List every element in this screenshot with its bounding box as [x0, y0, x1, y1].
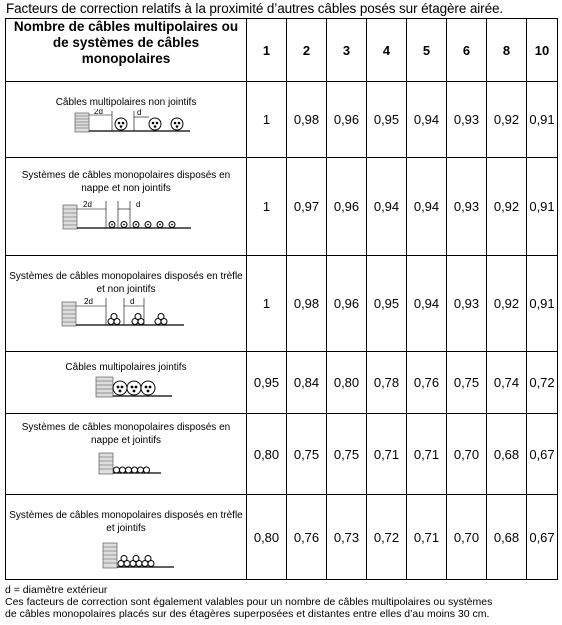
factor-cell: 0,72	[367, 495, 407, 580]
factor-cell: 0,80	[247, 495, 287, 580]
factor-cell: 0,91	[527, 82, 558, 158]
row-label: Systèmes de câbles monopolaires disposés en nappe et non jointifs	[21, 170, 231, 194]
row-label: Câbles multipolaires jointifs	[65, 362, 187, 373]
factor-cell: 0,78	[367, 352, 407, 414]
cable-layout-diagram	[6, 374, 245, 400]
factor-cell: 1	[247, 256, 287, 352]
table-row	[6, 82, 558, 158]
factor-cell: 0,76	[407, 352, 447, 414]
factor-cell: 0,92	[487, 82, 527, 158]
factor-cell: 0,98	[287, 82, 327, 158]
factor-cell: 0,96	[327, 82, 367, 158]
factor-cell: 0,75	[287, 414, 327, 495]
factor-cell: 0,68	[487, 495, 527, 580]
cable-layout-diagram	[6, 447, 245, 481]
cable-layout-diagram	[6, 195, 245, 237]
count-header: 5	[407, 19, 447, 82]
cable-layout-diagram	[6, 535, 245, 575]
spacing-label: 2d	[84, 297, 93, 306]
factor-cell: 0,74	[487, 352, 527, 414]
factor-cell: 0,71	[407, 414, 447, 495]
count-header: 10	[527, 19, 558, 82]
spacing-label: 2d	[94, 109, 103, 116]
factor-cell: 0,94	[407, 256, 447, 352]
factor-cell: 0,67	[527, 414, 558, 495]
table-row	[6, 414, 558, 495]
spacing-label: d	[137, 109, 142, 117]
footnote-line: Ces facteurs de correction sont également valables pour un nombre de câbles multipolaires ou systèmes	[5, 596, 493, 608]
factor-cell: 0,70	[447, 414, 487, 495]
factor-cell: 0,97	[287, 158, 327, 256]
factor-cell: 0,80	[327, 352, 367, 414]
factor-cell: 0,80	[247, 414, 287, 495]
table-row	[6, 158, 558, 256]
row-label: Systèmes de câbles monopolaires disposés en trèfle et non jointifs	[9, 271, 243, 295]
factor-cell: 1	[247, 158, 287, 256]
factor-cell: 0,72	[527, 352, 558, 414]
factor-cell: 0,68	[487, 414, 527, 495]
factor-cell: 0,84	[287, 352, 327, 414]
footnote-line: de câbles monopolaires placés sur des étagères superposées et distantes entre elles d’au moins 30 cm.	[5, 608, 490, 620]
factor-cell: 0,75	[327, 414, 367, 495]
page-title: Facteurs de correction relatifs à la proximité d’autres câbles posés sur étagère airée.	[6, 1, 504, 16]
factor-cell: 0,93	[447, 256, 487, 352]
row-description	[6, 495, 247, 580]
header-label: Nombre de câbles multipolaires ou de systèmes de câbles monopolaires	[6, 19, 247, 82]
row-description	[6, 256, 247, 352]
factor-cell: 0,95	[367, 82, 407, 158]
row-description	[6, 158, 247, 256]
count-header: 2	[287, 19, 327, 82]
factor-cell: 0,71	[407, 495, 447, 580]
factor-cell: 0,94	[367, 158, 407, 256]
row-label: Systèmes de câbles monopolaires disposés en nappe et jointifs	[21, 422, 231, 446]
correction-factor-table	[5, 18, 558, 580]
spacing-label: d	[136, 200, 141, 209]
header-row	[6, 19, 558, 82]
spacing-label: d	[130, 297, 135, 306]
table-row	[6, 256, 558, 352]
factor-cell: 0,96	[327, 158, 367, 256]
factor-cell: 0,98	[287, 256, 327, 352]
count-header: 8	[487, 19, 527, 82]
factor-cell: 0,73	[327, 495, 367, 580]
factor-cell: 0,91	[527, 158, 558, 256]
factor-cell: 0,70	[447, 495, 487, 580]
cable-layout-diagram	[6, 109, 245, 135]
factor-cell: 0,92	[487, 256, 527, 352]
row-description	[6, 352, 247, 414]
factor-cell: 0,95	[247, 352, 287, 414]
factor-cell: 0,67	[527, 495, 558, 580]
factor-cell: 0,76	[287, 495, 327, 580]
factor-cell: 0,71	[367, 414, 407, 495]
factor-cell: 0,94	[407, 82, 447, 158]
factor-cell: 0,75	[447, 352, 487, 414]
table-row	[6, 352, 558, 414]
count-header: 3	[327, 19, 367, 82]
row-label: Systèmes de câbles monopolaires disposés en trèfle et jointifs	[9, 510, 243, 534]
row-description	[6, 414, 247, 495]
factor-cell: 0,95	[367, 256, 407, 352]
spacing-label: 2d	[83, 200, 92, 209]
count-header: 4	[367, 19, 407, 82]
cable-layout-diagram	[6, 296, 245, 332]
factor-cell: 0,93	[447, 158, 487, 256]
count-header: 1	[247, 19, 287, 82]
factor-cell: 0,94	[407, 158, 447, 256]
count-header: 6	[447, 19, 487, 82]
factor-cell: 0,91	[527, 256, 558, 352]
row-description	[6, 82, 247, 158]
footnote	[5, 584, 492, 620]
factor-cell: 0,96	[327, 256, 367, 352]
footnote-line: d = diamètre extérieur	[5, 584, 108, 596]
factor-cell: 0,93	[447, 82, 487, 158]
row-label: Câbles multipolaires non jointifs	[55, 97, 197, 108]
factor-cell: 0,92	[487, 158, 527, 256]
table-row	[6, 495, 558, 580]
factor-cell: 1	[247, 82, 287, 158]
